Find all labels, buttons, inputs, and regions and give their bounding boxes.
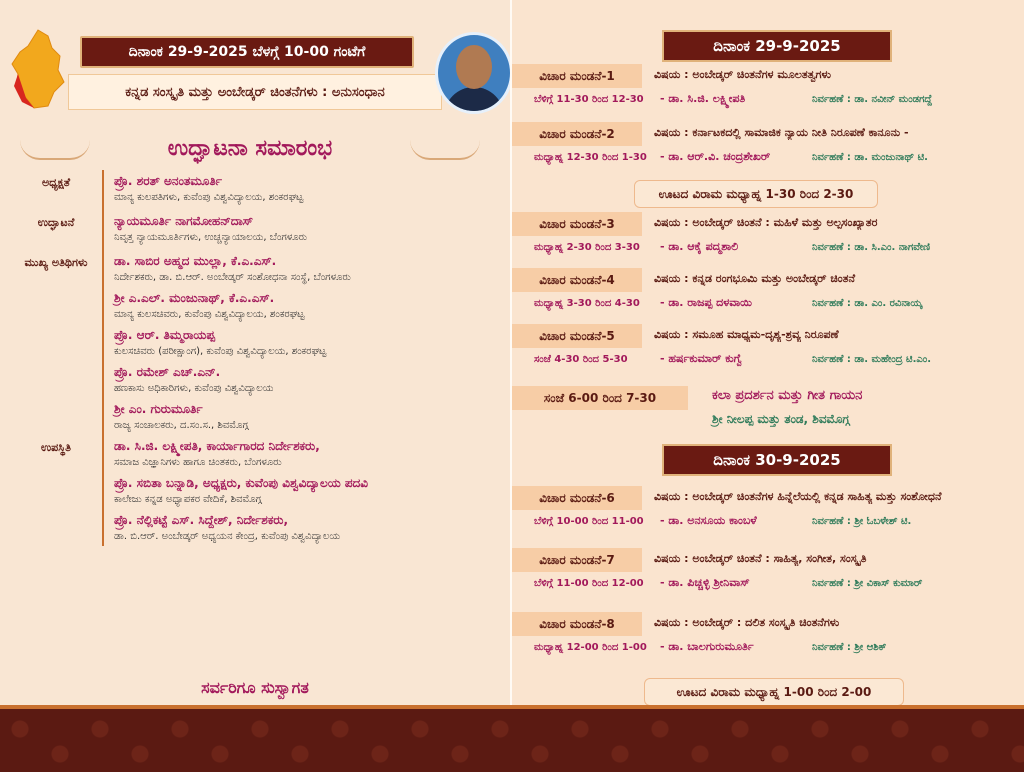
performance-time: ಸಂಜೆ 6-00 ರಿಂದ 7-30 bbox=[512, 386, 688, 410]
inauguration-date-bar: ದಿನಾಂಕ 29-9-2025 ಬೆಳಗ್ಗೆ 10-00 ಗಂಟೆಗೆ bbox=[80, 36, 414, 68]
session-moderator: ನಿರ್ವಹಣೆ : ಡಾ. ಸಿ.ಎಂ. ನಾಗವೇಣಿ bbox=[812, 242, 931, 253]
session-subject: ವಿಷಯ : ಅಂಬೇಡ್ಕರ್ ಚಿಂತನೆ : ಮಹಿಳೆ ಮತ್ತು ಅಲ್ಪಸಂಖ್ಯಾತರ bbox=[654, 216, 878, 229]
person-name: ಪ್ರೊ. ರಮೇಶ್ ಎಚ್.ಎನ್. bbox=[114, 365, 221, 379]
session-speaker: - ಡಾ. ರಾಜಪ್ಪ ದಳವಾಯಿ bbox=[660, 296, 752, 309]
person-entry bbox=[114, 361, 505, 398]
session-time: ಮಧ್ಯಾಹ್ನ 2-30 ರಿಂದ 3-30 bbox=[534, 242, 640, 253]
lunch-break-2: ಊಟದ ವಿರಾಮ ಮಧ್ಯಾಹ್ನ 1-00 ರಿಂದ 2-00 bbox=[644, 678, 904, 706]
role-chief-guests bbox=[10, 250, 505, 435]
session-tag: ವಿಚಾರ ಮಂಡನೆ-7 bbox=[512, 548, 642, 572]
session-moderator: ನಿರ್ವಹಣೆ : ಡಾ. ಎಂ. ರವಿನಾಯ್ಕ bbox=[812, 298, 923, 309]
session-tag: ವಿಚಾರ ಮಂಡನೆ-8 bbox=[512, 612, 642, 636]
flourish-right-icon bbox=[410, 140, 480, 160]
session-time: ಮಧ್ಯಾಹ್ನ 12-00 ರಿಂದ 1-00 bbox=[534, 642, 647, 653]
person-desc: ಮಾನ್ಯ ಕುಲಸಚಿವರು, ಕುವೆಂಪು ವಿಶ್ವವಿದ್ಯಾಲಯ, ಶಂಕರಘಟ್ಟ bbox=[114, 309, 305, 320]
session-time: ಬೆಳಿಗ್ಗೆ 10-00 ರಿಂದ 11-00 bbox=[534, 516, 644, 527]
karnataka-map-icon bbox=[8, 28, 66, 110]
welcome-text: ಸರ್ವರಿಗೂ ಸುಸ್ವಾಗತ bbox=[201, 678, 309, 697]
session-8 bbox=[512, 612, 1024, 664]
session-moderator: ನಿರ್ವಹಣೆ : ಶ್ರೀ ವಿಕಾಸ್ ಕುಮಾರ್ bbox=[812, 578, 923, 589]
session-4 bbox=[512, 268, 1024, 320]
session-speaker: - ಡಾ. ಅನಸೂಯ ಕಾಂಬಳೆ bbox=[660, 514, 757, 527]
session-time: ಬೆಳಿಗ್ಗೆ 11-00 ರಿಂದ 12-00 bbox=[534, 578, 644, 589]
person-name: ಡಾ. ಸಿ.ಜಿ. ಲಕ್ಷ್ಮೀಪತಿ, ಕಾರ್ಯಾಗಾರದ ನಿರ್ದೇಶಕರು, bbox=[114, 439, 320, 453]
person-desc: ನಿವೃತ್ತ ನ್ಯಾಯಮೂರ್ತಿಗಳು, ಉಚ್ಚನ್ಯಾಯಾಲಯ, ಬೆಂಗಳೂರು bbox=[114, 232, 308, 243]
role-label: ಉಪಸ್ಥಿತಿ bbox=[10, 435, 104, 546]
person-name: ನ್ಯಾಯಮೂರ್ತಿ ನಾಗಮೋಹನ್‌ದಾಸ್ bbox=[114, 214, 254, 228]
ambedkar-portrait bbox=[435, 32, 513, 114]
inauguration-heading: ಉದ್ಘಾಟನಾ ಸಮಾರಂಭ bbox=[167, 135, 333, 161]
session-tag: ವಿಚಾರ ಮಂಡನೆ-4 bbox=[512, 268, 642, 292]
session-speaker: - ಡಾ. ಆಕೈ ಪದ್ಮಶಾಲಿ bbox=[660, 240, 739, 253]
session-time: ಬೆಳಿಗ್ಗೆ 11-30 ರಿಂದ 12-30 bbox=[534, 94, 644, 105]
role-presence bbox=[10, 435, 505, 546]
session-subject: ವಿಷಯ : ಅಂಬೇಡ್ಕರ್ : ದಲಿತ ಸಂಸ್ಕೃತಿ ಚಿಂತನೆಗಳು bbox=[654, 616, 840, 629]
session-6 bbox=[512, 486, 1024, 538]
person-desc: ಸಮಾಜ ವಿಜ್ಞಾನಿಗಳು ಹಾಗೂ ಚಿಂತಕರು, ಬೆಂಗಳೂರು bbox=[114, 457, 282, 468]
session-3 bbox=[512, 212, 1024, 264]
session-moderator: ನಿರ್ವಹಣೆ : ಡಾ. ನವೀನ್ ಮಂಡಗದ್ದೆ bbox=[812, 94, 933, 105]
session-speaker: - ಡಾ. ಆರ್.ವಿ. ಚಂದ್ರಶೇಖರ್ bbox=[660, 150, 771, 163]
performance-title: ಕಲಾ ಪ್ರದರ್ಶನ ಮತ್ತು ಗೀತ ಗಾಯನ bbox=[712, 388, 863, 403]
session-2 bbox=[512, 122, 1024, 174]
person-name: ಪ್ರೊ. ನೆಲ್ಲಿಕಟ್ಟೆ ಎಸ್. ಸಿದ್ದೇಶ್, ನಿರ್ದೇಶಕರು, bbox=[114, 513, 289, 527]
decorative-footer bbox=[0, 705, 1024, 772]
cultural-performance bbox=[512, 386, 1024, 436]
session-subject: ವಿಷಯ : ಕರ್ನಾಟಕದಲ್ಲಿ ಸಾಮಾಜಿಕ ನ್ಯಾಯ ನೀತಿ ನಿರೂಪಣೆ ಕಾನೂನು - bbox=[654, 126, 909, 139]
session-subject: ವಿಷಯ : ಅಂಬೇಡ್ಕರ್ ಚಿಂತನೆಗಳ ಮೂಲತತ್ವಗಳು bbox=[654, 68, 831, 81]
session-time: ಮಧ್ಯಾಹ್ನ 12-30 ರಿಂದ 1-30 bbox=[534, 152, 647, 163]
person-name: ಶ್ರೀ ಎ.ಎಲ್. ಮಂಜುನಾಥ್, ಕೆ.ಎ.ಎಸ್. bbox=[114, 291, 275, 305]
role-label: ಉದ್ಘಾಟನೆ bbox=[10, 210, 104, 250]
session-speaker: - ಡಾ. ಪಿಚ್ಚಳ್ಳಿ ಶ್ರೀನಿವಾಸ್ bbox=[660, 576, 750, 589]
portrait-suit bbox=[444, 87, 504, 114]
session-5 bbox=[512, 324, 1024, 376]
session-speaker: - ಡಾ. ಬಾಲಗುರುಮೂರ್ತಿ bbox=[660, 640, 754, 653]
day2-date-bar: ದಿನಾಂಕ 30-9-2025 bbox=[662, 444, 892, 476]
person-name: ಪ್ರೊ. ಆರ್. ತಿಮ್ಮರಾಯಪ್ಪ bbox=[114, 328, 216, 342]
person-name: ಡಾ. ಸಾಬಿರ ಅಹ್ಮದ ಮುಲ್ಲಾ, ಕೆ.ಎ.ಎಸ್. bbox=[114, 254, 277, 268]
role-label: ಅಧ್ಯಕ್ಷತೆ bbox=[10, 170, 104, 210]
day1-date-bar: ದಿನಾಂಕ 29-9-2025 bbox=[662, 30, 892, 62]
session-moderator: ನಿರ್ವಹಣೆ : ಡಾ. ಮಂಜುನಾಥ್ ಟಿ. bbox=[812, 152, 928, 163]
person-entry bbox=[114, 509, 505, 546]
session-moderator: ನಿರ್ವಹಣೆ : ಶ್ರೀ ಆಶಿಕ್ bbox=[812, 642, 887, 653]
person-name: ಶ್ರೀ ಎಂ. ಗುರುಮೂರ್ತಿ bbox=[114, 402, 203, 416]
lunch-break-1: ಊಟದ ವಿರಾಮ ಮಧ್ಯಾಹ್ನ 1-30 ರಿಂದ 2-30 bbox=[634, 180, 878, 208]
session-1 bbox=[512, 64, 1024, 116]
roles-list bbox=[10, 170, 505, 546]
session-subject: ವಿಷಯ : ಕನ್ನಡ ರಂಗಭೂಮಿ ಮತ್ತು ಅಂಬೇಡ್ಕರ್ ಚಿಂತನೆ bbox=[654, 272, 856, 285]
person-desc: ರಾಜ್ಯ ಸಂಚಾಲಕರು, ದ.ಸಂ.ಸ., ಶಿವಮೊಗ್ಗ bbox=[114, 420, 249, 431]
role-label: ಮುಖ್ಯ ಅತಿಥಿಗಳು bbox=[10, 250, 104, 435]
person-entry bbox=[114, 398, 505, 435]
person-desc: ಕುಲಸಚಿವರು (ಪರೀಕ್ಷಾಂಗ), ಕುವೆಂಪು ವಿಶ್ವವಿದ್ಯಾಲಯ, ಶಂಕರಘಟ್ಟ bbox=[114, 346, 327, 357]
session-subject: ವಿಷಯ : ಅಂಬೇಡ್ಕರ್ ಚಿಂತನೆಗಳ ಹಿನ್ನೆಲೆಯಲ್ಲಿ ಕನ್ನಡ ಸಾಹಿತ್ಯ ಮತ್ತು ಸಂಶೋಧನೆ bbox=[654, 490, 942, 503]
person-entry bbox=[114, 324, 505, 361]
person-name: ಪ್ರೊ. ಶರತ್ ಅನಂತಮೂರ್ತಿ bbox=[114, 174, 222, 188]
person-entry bbox=[114, 287, 505, 324]
person-entry bbox=[114, 472, 505, 509]
role-inauguration bbox=[10, 210, 505, 250]
session-time: ಸಂಜೆ 4-30 ರಿಂದ 5-30 bbox=[534, 354, 628, 365]
session-speaker: - ಡಾ. ಸಿ.ಜಿ. ಲಕ್ಷ್ಮೀಪತಿ bbox=[660, 92, 746, 105]
session-tag: ವಿಚಾರ ಮಂಡನೆ-3 bbox=[512, 212, 642, 236]
session-tag: ವಿಚಾರ ಮಂಡನೆ-2 bbox=[512, 122, 642, 146]
person-name: ಪ್ರೊ. ಸಬಿತಾ ಬನ್ನಾಡಿ, ಅಧ್ಯಕ್ಷರು, ಕುವೆಂಪು ವಿಶ್ವವಿದ್ಯಾಲಯ ಪದವಿ bbox=[114, 476, 369, 490]
session-time: ಮಧ್ಯಾಹ್ನ 3-30 ರಿಂದ 4-30 bbox=[534, 298, 640, 309]
session-tag: ವಿಚಾರ ಮಂಡನೆ-6 bbox=[512, 486, 642, 510]
person-desc: ನಿರ್ದೇಶಕರು, ಡಾ. ಬಿ.ಆರ್. ಅಂಬೇಡ್ಕರ್ ಸಂಶೋಧನಾ ಸಂಸ್ಥೆ, ಬೆಂಗಳೂರು bbox=[114, 272, 351, 283]
person-desc: ಡಾ. ಬಿ.ಆರ್. ಅಂಬೇಡ್ಕರ್ ಅಧ್ಯಯನ ಕೇಂದ್ರ, ಕುವೆಂಪು ವಿಶ್ವವಿದ್ಯಾಲಯ bbox=[114, 531, 341, 542]
session-subject: ವಿಷಯ : ಅಂಬೇಡ್ಕರ್ ಚಿಂತನೆ : ಸಾಹಿತ್ಯ, ಸಂಗೀತ, ಸಂಸ್ಕೃತಿ bbox=[654, 552, 867, 565]
session-speaker: - ಹರ್ಷಕುಮಾರ್ ಕುಗ್ವೆ bbox=[660, 352, 743, 365]
person-entry bbox=[114, 250, 505, 287]
session-7 bbox=[512, 548, 1024, 600]
person-desc: ಹಣಕಾಸು ಅಧಿಕಾರಿಗಳು, ಕುವೆಂಪು ವಿಶ್ವವಿದ್ಯಾಲಯ bbox=[114, 383, 274, 394]
left-panel bbox=[0, 0, 510, 710]
session-moderator: ನಿರ್ವಹಣೆ : ಶ್ರೀ ಓಬಳೇಶ್ ಟಿ. bbox=[812, 516, 912, 527]
person-entry bbox=[114, 435, 505, 472]
person-desc: ಮಾನ್ಯ ಕುಲಪತಿಗಳು, ಕುವೆಂಪು ವಿಶ್ವವಿದ್ಯಾಲಯ, ಶಂಕರಘಟ್ಟ bbox=[114, 192, 304, 203]
person-entry bbox=[114, 170, 505, 207]
session-moderator: ನಿರ್ವಹಣೆ : ಡಾ. ಮಹೇಂದ್ರ ಟಿ.ಎಂ. bbox=[812, 354, 932, 365]
portrait-face bbox=[456, 45, 492, 89]
right-panel bbox=[512, 0, 1024, 710]
person-entry bbox=[114, 210, 505, 247]
role-presidency bbox=[10, 170, 505, 210]
session-tag: ವಿಚಾರ ಮಂಡನೆ-1 bbox=[512, 64, 642, 88]
person-desc: ಕಾಲೇಜು ಕನ್ನಡ ಅಧ್ಯಾಪಕರ ವೇದಿಕೆ, ಶಿವಮೊಗ್ಗ bbox=[114, 494, 262, 505]
performance-by: ಶ್ರೀ ನೀಲಪ್ಪ ಮತ್ತು ತಂಡ, ಶಿವಮೊಗ್ಗ bbox=[712, 412, 850, 426]
session-subject: ವಿಷಯ : ಸಮೂಹ ಮಾಧ್ಯಮ-ದೃಶ್ಯ-ಶ್ರವ್ಯ ನಿರೂಪಣೆ bbox=[654, 328, 839, 341]
event-title: ಕನ್ನಡ ಸಂಸ್ಕೃತಿ ಮತ್ತು ಅಂಬೇಡ್ಕರ್ ಚಿಂತನೆಗಳು : ಅನುಸಂಧಾನ bbox=[68, 74, 442, 110]
session-tag: ವಿಚಾರ ಮಂಡನೆ-5 bbox=[512, 324, 642, 348]
